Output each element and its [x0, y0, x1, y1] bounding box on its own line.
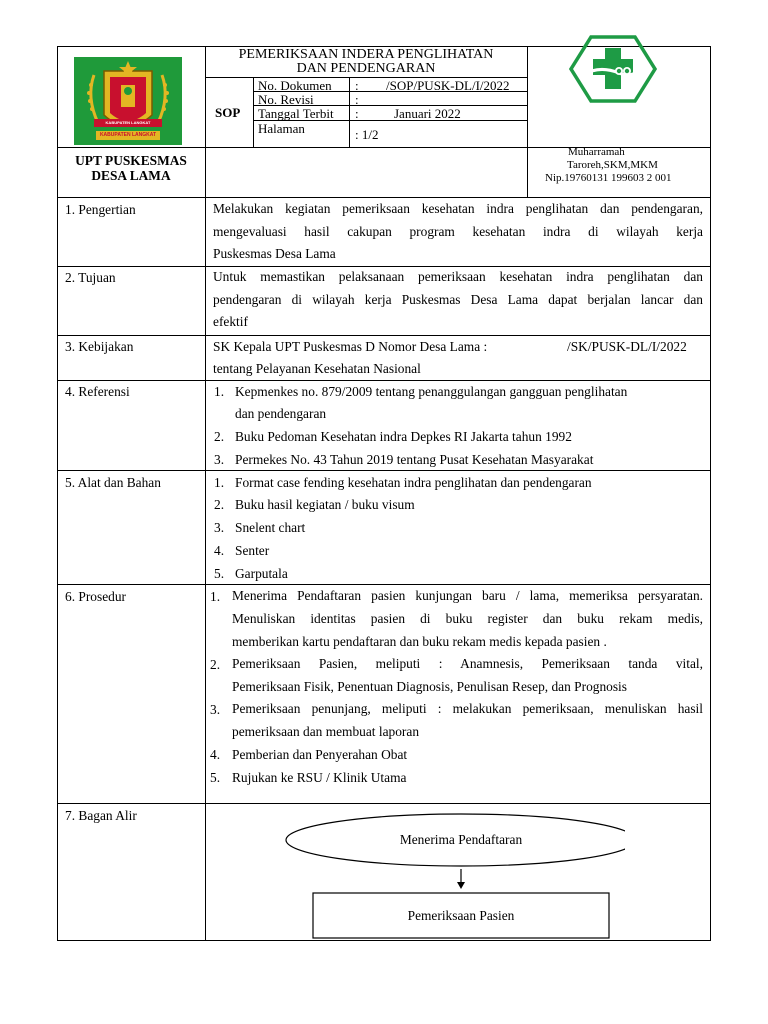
referensi-item-1-line-1: Kepmenkes no. 879/2009 tentang penanggulangan gangguan penglihatan [235, 384, 628, 399]
alat-item-2: Buku hasil kegiatan / buku visum [235, 497, 415, 512]
prosedur-item-3-line-2: pemeriksaan dan membuat laporan [232, 724, 420, 739]
prosedur-item-1-line-1: Menerima Pendaftaran pasien kunjungan baru / lama, memeriksa persyaratan. [232, 588, 703, 603]
section-label-alat: 5. Alat dan Bahan [65, 475, 161, 490]
alat-num-4: 4. [214, 543, 225, 558]
section-label-tujuan: 2. Tujuan [65, 270, 116, 285]
pengertian-line-2: mengevaluasi hasil cakupan program kesehatan indra di wilayah kerja [213, 224, 703, 239]
prosedur-item-1-line-2: Menuliskan identitas pasien di buku register dan buku rekam medis, [232, 611, 703, 626]
prosedur-item-3-line-1: Pemeriksaan penunjang, meliputi : melakukan pemeriksaan, menuliskan hasil [232, 701, 703, 716]
left-logo-ribbon-top: KABUPATEN LANGKAT [105, 120, 151, 125]
flow-step-2-label: Pemeriksaan Pasien [407, 908, 515, 923]
alat-item-3: Snelent chart [235, 520, 306, 535]
flow-step-1-label: Menerima Pendaftaran [399, 832, 523, 847]
kebijakan-sk-text: SK Kepala UPT Puskesmas D Nomor Desa Lama : [213, 339, 488, 354]
prosedur-num-1: 1. [210, 589, 221, 604]
section-label-kebijakan: 3. Kebijakan [65, 339, 134, 354]
alat-num-1: 1. [214, 475, 225, 490]
issue-date-label: Tanggal Terbit [258, 106, 334, 121]
signatory-title: Taroreh,SKM,MKM [567, 159, 658, 171]
left-logo-ribbon-bottom: KABUPATEN LANGKAT [99, 132, 157, 138]
prosedur-item-4: Pemberian dan Penyerahan Obat [232, 747, 408, 762]
alat-num-3: 3. [214, 520, 225, 535]
prosedur-item-2-line-2: Pemeriksaan Fisik, Penentuan Diagnosis, Penulisan Resep, dan Prognosis [232, 679, 627, 694]
tujuan-line-1: Untuk memastikan pelaksanaan pemeriksaan kesehatan indra penglihatan dan [213, 269, 703, 284]
prosedur-item-2-line-1: Pemeriksaan Pasien, meliputi : Anamnesis, Pemeriksaan tanda vital, [232, 656, 703, 671]
referensi-num-1: 1. [214, 384, 225, 399]
alat-item-4: Senter [235, 543, 270, 558]
alat-item-5: Garputala [235, 566, 288, 581]
revision-label: No. Revisi [258, 92, 314, 107]
alat-num-2: 2. [214, 497, 225, 512]
tujuan-line-3: efektif [213, 314, 248, 329]
tujuan-line-2: pendengaran di wilayah kerja Puskesmas Desa Lama dapat berjalan lancar dan [213, 292, 703, 307]
document-title-line2: DAN PENDENGARAN [296, 61, 436, 76]
pengertian-line-1: Melakukan kegiatan pemeriksaan kesehatan indra penglihatan dan pendengaran, [213, 201, 703, 216]
puskesmas-logo [569, 35, 657, 103]
signatory-nip: Nip.19760131 199603 2 001 [545, 172, 672, 184]
signatory-name: Muharramah [568, 146, 625, 158]
issue-date-value: Januari 2022 [394, 106, 461, 121]
prosedur-item-5: Rujukan ke RSU / Klinik Utama [232, 770, 407, 785]
pengertian-line-3: Puskesmas Desa Lama [213, 246, 336, 261]
prosedur-num-5: 5. [210, 770, 221, 785]
issue-date-sep: : [355, 106, 359, 121]
page-label: Halaman [258, 121, 305, 136]
left-logo [74, 57, 182, 145]
referensi-item-1-line-2: dan pendengaran [235, 406, 327, 421]
document-title-line1: PEMERIKSAAN INDERA PENGLIHATAN [238, 47, 494, 62]
doc-number-value: /SOP/PUSK-DL/I/2022 [386, 78, 510, 93]
referensi-num-3: 3. [214, 452, 225, 467]
sop-label: SOP [215, 105, 241, 120]
doc-number-label: No. Dokumen [258, 78, 332, 93]
prosedur-item-1-line-3: memberikan kartu pendaftaran dan buku rekam medis kepada pasien . [232, 634, 607, 649]
prosedur-num-3: 3. [210, 702, 221, 717]
section-label-pengertian: 1. Pengertian [65, 202, 136, 217]
page-value: : 1/2 [355, 127, 379, 142]
kebijakan-sk-number: /SK/PUSK-DL/I/2022 [567, 339, 687, 354]
referensi-item-3: Permekes No. 43 Tahun 2019 tentang Pusat Kesehatan Masyarakat [235, 452, 594, 467]
alat-item-1: Format case fending kesehatan indra penglihatan dan pendengaran [235, 475, 592, 490]
referensi-num-2: 2. [214, 429, 225, 444]
referensi-item-2: Buku Pedoman Kesehatan indra Depkes RI Jakarta tahun 1992 [235, 429, 572, 444]
org-name-line1: UPT PUSKESMAS [75, 153, 187, 168]
revision-sep: : [355, 92, 359, 107]
section-label-bagan-alir: 7. Bagan Alir [65, 808, 137, 823]
prosedur-num-2: 2. [210, 657, 221, 672]
kebijakan-line-2: tentang Pelayanan Kesehatan Nasional [213, 361, 421, 376]
alat-num-5: 5. [214, 566, 225, 581]
section-label-referensi: 4. Referensi [65, 384, 130, 399]
doc-number-sep: : [355, 78, 359, 93]
org-name-line2: DESA LAMA [91, 168, 171, 183]
section-label-prosedur: 6. Prosedur [65, 589, 126, 604]
prosedur-num-4: 4. [210, 747, 221, 762]
